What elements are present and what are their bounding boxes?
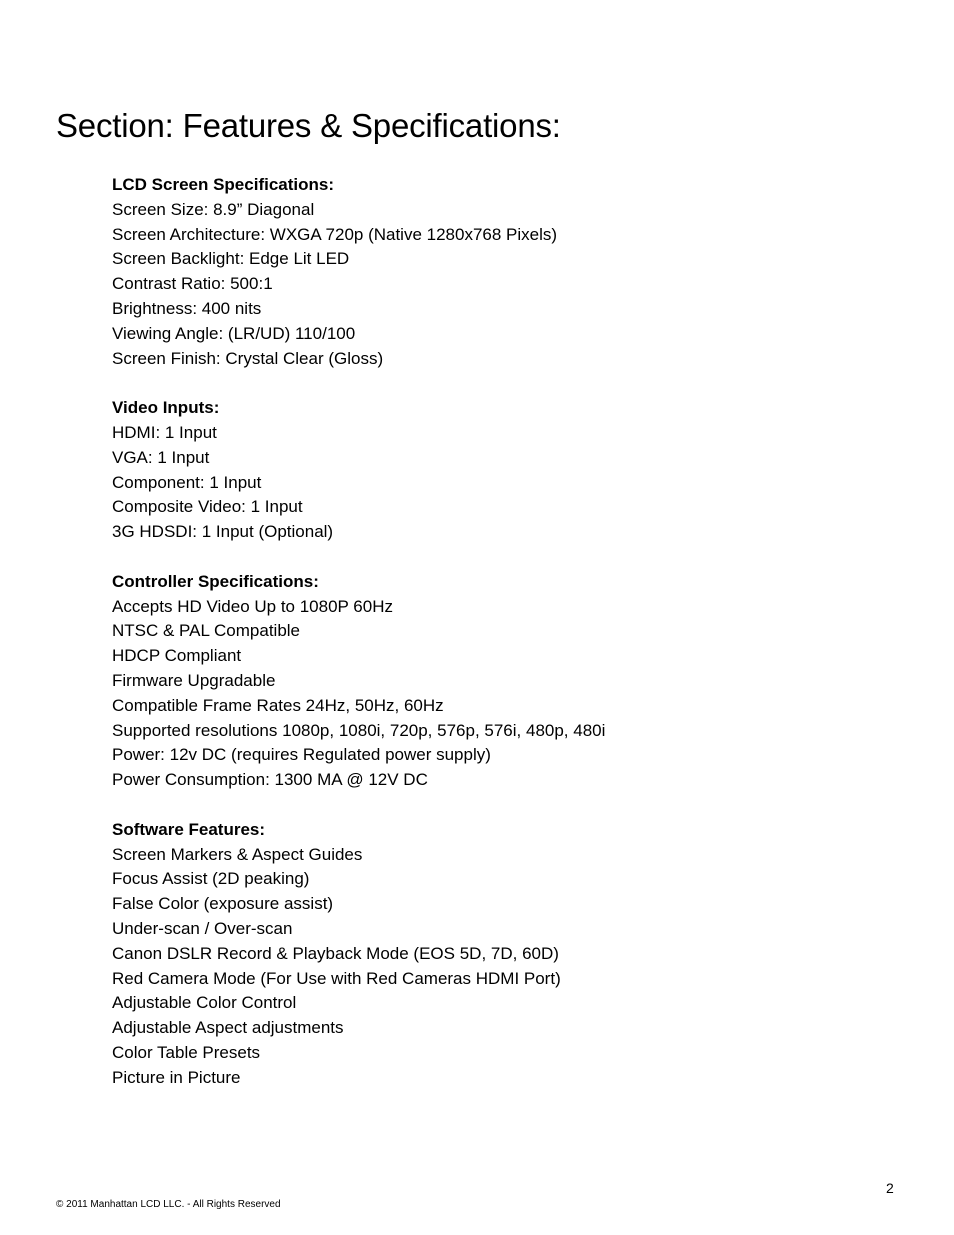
page-title: Section: Features & Specifications: <box>56 107 561 144</box>
spec-item: Under-scan / Over-scan <box>112 918 293 938</box>
spec-item: Focus Assist (2D peaking) <box>112 869 310 889</box>
spec-item: Component: 1 Input <box>112 472 262 492</box>
spec-item: Screen Architecture: WXGA 720p (Native 1280x768 Pixels) <box>112 224 558 244</box>
spec-item: Adjustable Aspect adjustments <box>112 1018 344 1038</box>
section-heading: Video Inputs: <box>112 398 220 418</box>
spec-item: Composite Video: 1 Input <box>112 497 303 517</box>
spec-item: Screen Finish: Crystal Clear (Gloss) <box>112 348 384 368</box>
section-controller-specifications <box>112 570 912 793</box>
section-video-inputs <box>112 396 912 545</box>
spec-item: VGA: 1 Input <box>112 447 210 467</box>
spec-item: Picture in Picture <box>112 1067 241 1087</box>
spec-list <box>112 595 912 793</box>
spec-item: False Color (exposure assist) <box>112 894 334 914</box>
spec-item: Accepts HD Video Up to 1080P 60Hz <box>112 596 393 616</box>
section-heading: Software Features: <box>112 819 266 839</box>
spec-item: Screen Size: 8.9” Diagonal <box>112 199 315 219</box>
spec-item: Viewing Angle: (LR/UD) 110/100 <box>112 323 356 343</box>
spec-item: Compatible Frame Rates 24Hz, 50Hz, 60Hz <box>112 695 444 715</box>
spec-item: Red Camera Mode (For Use with Red Cameras HDMI Port) <box>112 968 561 988</box>
section-lcd-screen-specifications <box>112 173 912 371</box>
spec-item: Adjustable Color Control <box>112 993 297 1013</box>
spec-item: Color Table Presets <box>112 1042 261 1062</box>
spec-item: 3G HDSDI: 1 Input (Optional) <box>112 522 334 542</box>
spec-item: HDCP Compliant <box>112 646 242 666</box>
spec-item: Power: 12v DC (requires Regulated power supply) <box>112 745 491 765</box>
spec-item: Canon DSLR Record & Playback Mode (EOS 5D, 7D, 60D) <box>112 943 559 963</box>
spec-list <box>112 198 912 372</box>
page-number: 2 <box>886 1180 894 1196</box>
spec-item: Screen Backlight: Edge Lit LED <box>112 249 350 269</box>
spec-content <box>112 173 912 1115</box>
spec-item: Screen Markers & Aspect Guides <box>112 844 363 864</box>
section-heading: Controller Specifications: <box>112 571 319 591</box>
spec-item: HDMI: 1 Input <box>112 422 217 442</box>
spec-item: Contrast Ratio: 500:1 <box>112 274 273 294</box>
footer-copyright: © 2011 Manhattan LCD LLC. - All Rights Reserved <box>56 1199 281 1210</box>
spec-item: Firmware Upgradable <box>112 670 276 690</box>
spec-list <box>112 843 912 1091</box>
spec-list <box>112 421 912 545</box>
section-software-features <box>112 818 912 1091</box>
section-heading: LCD Screen Specifications: <box>112 175 335 194</box>
spec-item: Supported resolutions 1080p, 1080i, 720p, 576p, 576i, 480p, 480i <box>112 720 606 740</box>
spec-item: Power Consumption: 1300 MA @ 12V DC <box>112 770 428 790</box>
spec-item: NTSC & PAL Compatible <box>112 621 301 641</box>
spec-item: Brightness: 400 nits <box>112 298 262 318</box>
